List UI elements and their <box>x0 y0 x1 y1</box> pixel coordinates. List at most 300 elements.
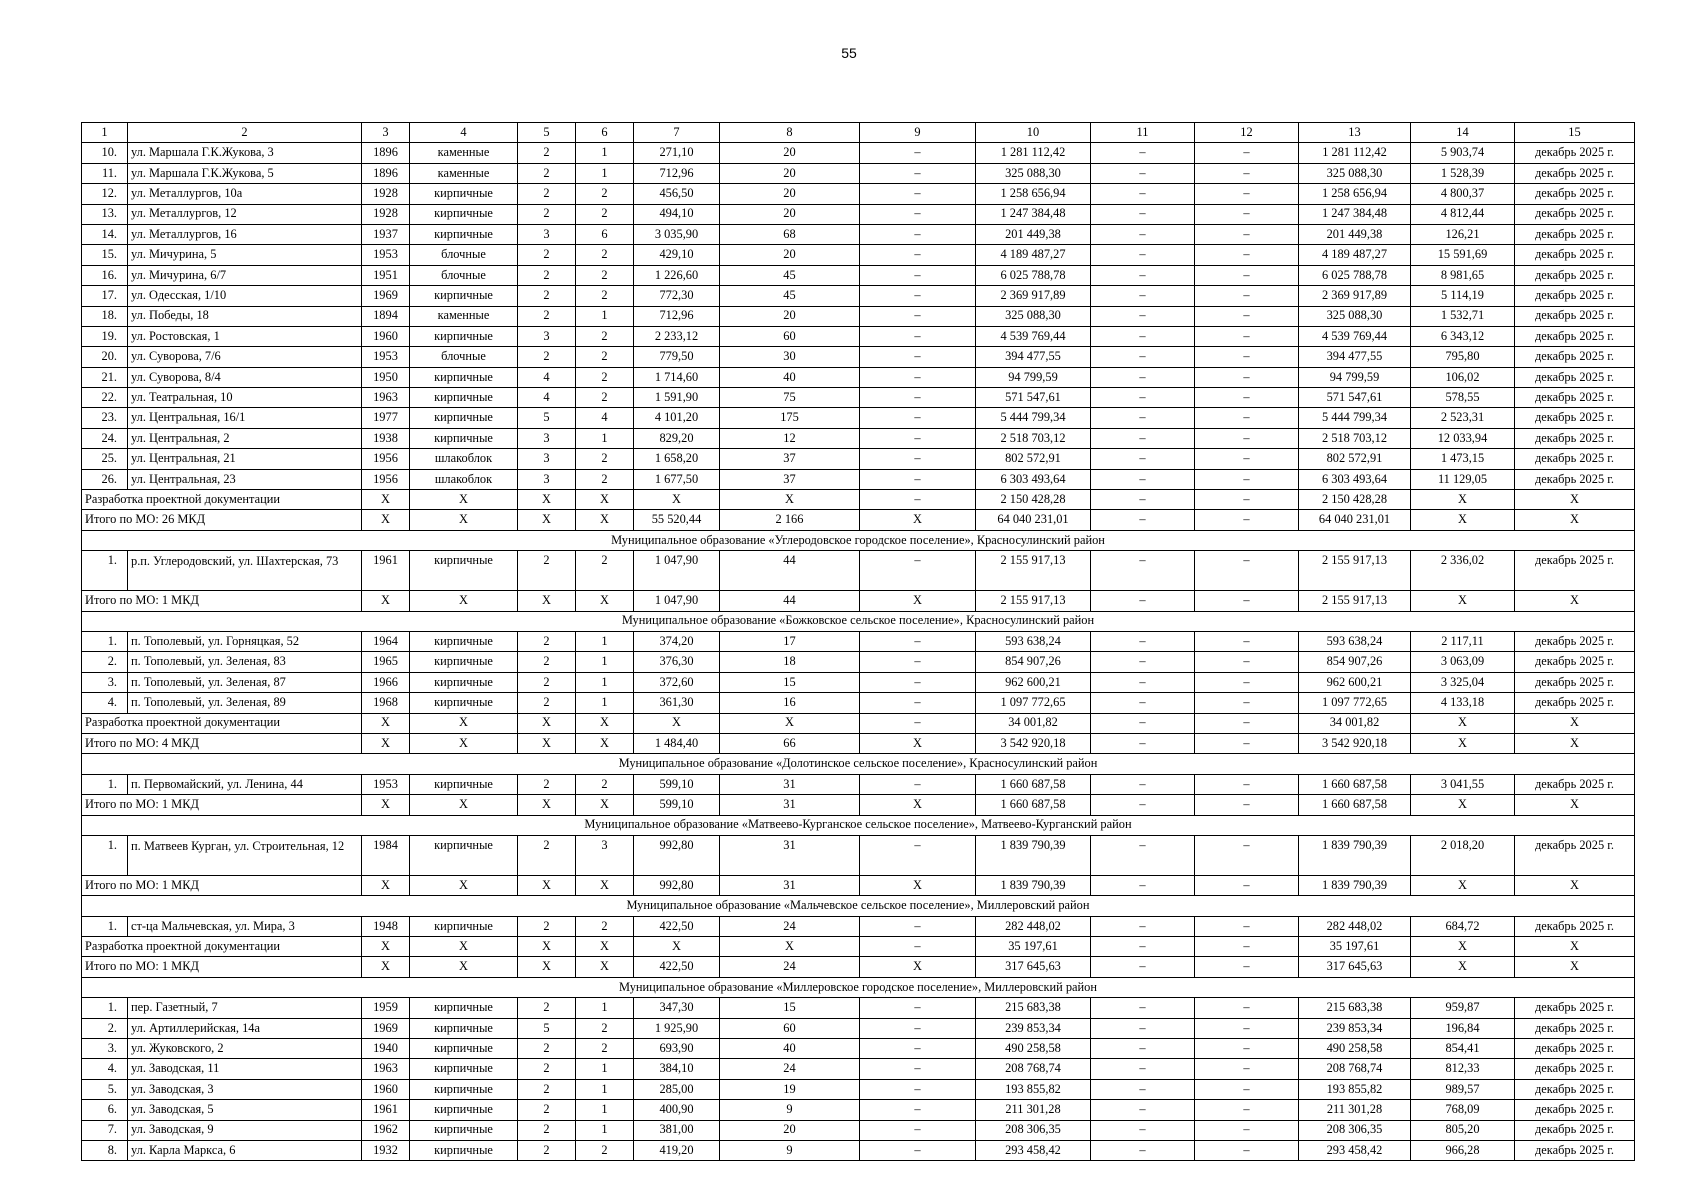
summary-label: Итого по МО: 1 МКД <box>82 795 362 815</box>
table-cell: – <box>1195 428 1299 448</box>
table-cell: декабрь 2025 г. <box>1515 469 1635 489</box>
table-row <box>82 1120 1635 1140</box>
table-cell: 854 907,26 <box>1299 652 1411 672</box>
table-cell: 2 <box>518 1059 576 1079</box>
table-cell: блочные <box>410 347 518 367</box>
table-cell: – <box>860 286 976 306</box>
table-cell: 293 458,42 <box>976 1140 1091 1160</box>
summary-cell: – <box>1091 957 1195 977</box>
summary-cell: – <box>1091 937 1195 957</box>
address-cell: п. Матвеев Курган, ул. Строительная, 12 <box>128 835 362 875</box>
table-cell: 2 369 917,89 <box>1299 286 1411 306</box>
table-cell: – <box>860 1120 976 1140</box>
table-row <box>82 1140 1635 1160</box>
table-cell: – <box>1195 449 1299 469</box>
table-cell: 962 600,21 <box>1299 672 1411 692</box>
summary-cell: X <box>362 875 410 895</box>
section-header-row <box>82 611 1635 631</box>
table-cell: 1956 <box>362 449 410 469</box>
summary-cell: – <box>1091 713 1195 733</box>
table-cell: 20 <box>720 245 860 265</box>
table-cell: 1965 <box>362 652 410 672</box>
table-cell: – <box>860 265 976 285</box>
housing-repair-table <box>81 122 1635 1161</box>
table-cell: – <box>860 347 976 367</box>
table-cell: 2 117,11 <box>1411 631 1515 651</box>
address-cell: п. Тополевый, ул. Горняцкая, 52 <box>128 631 362 651</box>
column-number-cell: 13 <box>1299 123 1411 143</box>
table-cell: – <box>860 1059 976 1079</box>
table-cell: – <box>1091 652 1195 672</box>
table-cell: – <box>860 774 976 794</box>
summary-cell: 35 197,61 <box>1299 937 1411 957</box>
table-cell: 4 101,20 <box>634 408 720 428</box>
address-cell: ст-ца Мальчевская, ул. Мира, 3 <box>128 916 362 936</box>
column-number-cell: 9 <box>860 123 976 143</box>
table-cell: – <box>1195 693 1299 713</box>
table-cell: 959,87 <box>1411 998 1515 1018</box>
table-cell: 419,20 <box>634 1140 720 1160</box>
table-cell: 68 <box>720 224 860 244</box>
row-number-cell: 11. <box>82 163 128 183</box>
summary-cell: X <box>518 957 576 977</box>
row-number-cell: 4. <box>82 693 128 713</box>
table-cell: 384,10 <box>634 1059 720 1079</box>
table-cell: 4 <box>518 388 576 408</box>
table-cell: декабрь 2025 г. <box>1515 1039 1635 1059</box>
table-cell: 6 025 788,78 <box>976 265 1091 285</box>
address-cell: ул. Заводская, 9 <box>128 1120 362 1140</box>
summary-cell: – <box>1091 795 1195 815</box>
table-cell: 1977 <box>362 408 410 428</box>
table-cell: 1968 <box>362 693 410 713</box>
table-cell: 1 658,20 <box>634 449 720 469</box>
table-cell: 854,41 <box>1411 1039 1515 1059</box>
section-title: Муниципальное образование «Мальчевское сельское поселение», Миллеровский район <box>82 896 1635 916</box>
table-cell: 1 281 112,42 <box>1299 143 1411 163</box>
table-cell: 325 088,30 <box>976 163 1091 183</box>
table-cell: – <box>1091 551 1195 591</box>
table-cell: 20 <box>720 163 860 183</box>
table-cell: кирпичные <box>410 428 518 448</box>
table-cell: – <box>1195 286 1299 306</box>
table-cell: – <box>1091 265 1195 285</box>
table-cell: кирпичные <box>410 1140 518 1160</box>
table-cell: 6 303 493,64 <box>1299 469 1411 489</box>
summary-cell: X <box>518 733 576 753</box>
table-row <box>82 224 1635 244</box>
table-cell: 193 855,82 <box>976 1079 1091 1099</box>
table-cell: – <box>860 306 976 326</box>
table-cell: 5 903,74 <box>1411 143 1515 163</box>
table-cell: – <box>1091 326 1195 346</box>
table-cell: декабрь 2025 г. <box>1515 916 1635 936</box>
address-cell: ул. Ростовская, 1 <box>128 326 362 346</box>
table-cell: 6 343,12 <box>1411 326 1515 346</box>
table-cell: 37 <box>720 469 860 489</box>
summary-cell: 2 150 428,28 <box>1299 490 1411 510</box>
summary-cell: X <box>1411 490 1515 510</box>
table-cell: 239 853,34 <box>1299 1018 1411 1038</box>
table-cell: – <box>1195 184 1299 204</box>
table-cell: 2 <box>518 672 576 692</box>
table-cell: – <box>860 631 976 651</box>
table-cell: – <box>1091 1059 1195 1079</box>
table-cell: 208 306,35 <box>976 1120 1091 1140</box>
table-cell: 966,28 <box>1411 1140 1515 1160</box>
table-cell: 1 <box>576 631 634 651</box>
table-cell: 1 247 384,48 <box>1299 204 1411 224</box>
summary-cell: 317 645,63 <box>1299 957 1411 977</box>
table-cell: декабрь 2025 г. <box>1515 326 1635 346</box>
summary-cell: X <box>362 937 410 957</box>
table-row <box>82 184 1635 204</box>
table-cell: 1 839 790,39 <box>1299 835 1411 875</box>
table-cell: 2 <box>518 551 576 591</box>
table-cell: кирпичные <box>410 1120 518 1140</box>
summary-cell: 31 <box>720 875 860 895</box>
table-cell: 2 <box>576 265 634 285</box>
summary-cell: – <box>1195 875 1299 895</box>
row-number-cell: 1. <box>82 835 128 875</box>
table-cell: 24 <box>720 916 860 936</box>
table-cell: декабрь 2025 г. <box>1515 631 1635 651</box>
summary-cell: X <box>1515 937 1635 957</box>
table-cell: 15 <box>720 998 860 1018</box>
table-cell: 6 303 493,64 <box>976 469 1091 489</box>
table-cell: 2 <box>518 916 576 936</box>
table-cell: 1 <box>576 1059 634 1079</box>
summary-cell: X <box>1515 733 1635 753</box>
row-number-cell: 13. <box>82 204 128 224</box>
column-number-cell: 5 <box>518 123 576 143</box>
table-cell: 1959 <box>362 998 410 1018</box>
summary-cell: X <box>410 733 518 753</box>
table-cell: 1 047,90 <box>634 551 720 591</box>
summary-cell: X <box>518 875 576 895</box>
table-cell: – <box>1195 224 1299 244</box>
table-cell: 1 097 772,65 <box>1299 693 1411 713</box>
table-row <box>82 367 1635 387</box>
table-cell: кирпичные <box>410 998 518 1018</box>
address-cell: ул. Маршала Г.К.Жукова, 5 <box>128 163 362 183</box>
summary-cell: – <box>1091 591 1195 611</box>
table-cell: 5 444 799,34 <box>1299 408 1411 428</box>
table-cell: кирпичные <box>410 1039 518 1059</box>
summary-cell: 1 839 790,39 <box>976 875 1091 895</box>
table-cell: 1 <box>576 163 634 183</box>
table-row <box>82 1018 1635 1038</box>
table-cell: декабрь 2025 г. <box>1515 428 1635 448</box>
table-cell: 282 448,02 <box>1299 916 1411 936</box>
table-row <box>82 265 1635 285</box>
address-cell: п. Тополевый, ул. Зеленая, 83 <box>128 652 362 672</box>
table-cell: кирпичные <box>410 774 518 794</box>
summary-row <box>82 875 1635 895</box>
table-cell: – <box>1091 774 1195 794</box>
summary-cell: X <box>410 957 518 977</box>
table-cell: 271,10 <box>634 143 720 163</box>
table-cell: 2 <box>518 306 576 326</box>
summary-cell: – <box>1195 957 1299 977</box>
table-cell: – <box>1195 306 1299 326</box>
table-cell: декабрь 2025 г. <box>1515 306 1635 326</box>
summary-cell: X <box>720 937 860 957</box>
table-cell: 4 133,18 <box>1411 693 1515 713</box>
table-cell: 31 <box>720 835 860 875</box>
table-cell: 1948 <box>362 916 410 936</box>
table-cell: 1937 <box>362 224 410 244</box>
table-cell: кирпичные <box>410 652 518 672</box>
table-cell: 422,50 <box>634 916 720 936</box>
table-cell: 3 063,09 <box>1411 652 1515 672</box>
table-cell: – <box>860 469 976 489</box>
summary-cell: – <box>1195 510 1299 530</box>
table-cell: – <box>1091 449 1195 469</box>
table-cell: 1960 <box>362 1079 410 1099</box>
table-cell: 2 <box>576 774 634 794</box>
table-cell: 2 <box>576 286 634 306</box>
summary-cell: 2 155 917,13 <box>1299 591 1411 611</box>
summary-row <box>82 591 1635 611</box>
summary-cell: 34 001,82 <box>1299 713 1411 733</box>
summary-cell: X <box>576 875 634 895</box>
summary-cell: X <box>860 795 976 815</box>
table-cell: – <box>1195 347 1299 367</box>
table-cell: 494,10 <box>634 204 720 224</box>
summary-label: Итого по МО: 1 МКД <box>82 875 362 895</box>
table-cell: 400,90 <box>634 1100 720 1120</box>
table-cell: – <box>1091 224 1195 244</box>
table-row <box>82 652 1635 672</box>
table-cell: – <box>1091 306 1195 326</box>
table-cell: 30 <box>720 347 860 367</box>
column-number-cell: 11 <box>1091 123 1195 143</box>
column-number-cell: 6 <box>576 123 634 143</box>
row-number-cell: 26. <box>82 469 128 489</box>
table-cell: 282 448,02 <box>976 916 1091 936</box>
summary-cell: X <box>362 591 410 611</box>
table-cell: декабрь 2025 г. <box>1515 672 1635 692</box>
table-cell: 285,00 <box>634 1079 720 1099</box>
summary-cell: 3 542 920,18 <box>976 733 1091 753</box>
table-cell: 1 591,90 <box>634 388 720 408</box>
table-cell: 1 839 790,39 <box>976 835 1091 875</box>
table-cell: – <box>860 408 976 428</box>
table-cell: 17 <box>720 631 860 651</box>
table-cell: 1953 <box>362 774 410 794</box>
table-row <box>82 204 1635 224</box>
table-cell: 599,10 <box>634 774 720 794</box>
table-row <box>82 1100 1635 1120</box>
table-cell: 20 <box>720 184 860 204</box>
summary-row <box>82 937 1635 957</box>
table-cell: 3 041,55 <box>1411 774 1515 794</box>
summary-cell: X <box>860 510 976 530</box>
table-cell: блочные <box>410 245 518 265</box>
summary-cell: X <box>518 937 576 957</box>
table-cell: – <box>860 1079 976 1099</box>
table-cell: кирпичные <box>410 224 518 244</box>
table-cell: – <box>1091 672 1195 692</box>
table-cell: – <box>1091 163 1195 183</box>
table-cell: – <box>1091 916 1195 936</box>
summary-cell: 2 166 <box>720 510 860 530</box>
summary-cell: X <box>1515 490 1635 510</box>
table-cell: – <box>860 672 976 692</box>
column-number-cell: 3 <box>362 123 410 143</box>
table-cell: – <box>860 835 976 875</box>
table-cell: – <box>1091 367 1195 387</box>
table-cell: 2 <box>576 347 634 367</box>
row-number-cell: 1. <box>82 631 128 651</box>
summary-cell: 1 660 687,58 <box>1299 795 1411 815</box>
table-cell: 712,96 <box>634 306 720 326</box>
table-cell: 3 035,90 <box>634 224 720 244</box>
column-number-cell: 2 <box>128 123 362 143</box>
table-row <box>82 306 1635 326</box>
table-cell: декабрь 2025 г. <box>1515 163 1635 183</box>
row-number-cell: 1. <box>82 774 128 794</box>
summary-cell: X <box>518 795 576 815</box>
table-cell: 571 547,61 <box>1299 388 1411 408</box>
address-cell: ул. Суворова, 7/6 <box>128 347 362 367</box>
table-cell: 11 129,05 <box>1411 469 1515 489</box>
table-row <box>82 1059 1635 1079</box>
table-cell: 5 <box>518 1018 576 1038</box>
table-cell: 1 281 112,42 <box>976 143 1091 163</box>
table-cell: 3 <box>518 428 576 448</box>
summary-cell: X <box>362 733 410 753</box>
table-cell: 2 <box>518 1120 576 1140</box>
table-cell: 4 539 769,44 <box>976 326 1091 346</box>
row-number-cell: 10. <box>82 143 128 163</box>
summary-cell: X <box>1515 795 1635 815</box>
table-cell: 5 <box>518 408 576 428</box>
table-cell: 805,20 <box>1411 1120 1515 1140</box>
summary-cell: X <box>634 490 720 510</box>
table-cell: 325 088,30 <box>976 306 1091 326</box>
address-cell: ул. Мичурина, 6/7 <box>128 265 362 285</box>
table-cell: 15 591,69 <box>1411 245 1515 265</box>
table-cell: декабрь 2025 г. <box>1515 1018 1635 1038</box>
summary-cell: – <box>860 490 976 510</box>
table-cell: декабрь 2025 г. <box>1515 224 1635 244</box>
table-cell: 1 <box>576 306 634 326</box>
row-number-cell: 17. <box>82 286 128 306</box>
summary-cell: X <box>1411 957 1515 977</box>
table-cell: каменные <box>410 143 518 163</box>
table-cell: 15 <box>720 672 860 692</box>
summary-cell: X <box>410 875 518 895</box>
table-row <box>82 428 1635 448</box>
table-row <box>82 916 1635 936</box>
table-cell: – <box>1091 835 1195 875</box>
summary-cell: 992,80 <box>634 875 720 895</box>
summary-cell: 1 047,90 <box>634 591 720 611</box>
column-number-cell: 12 <box>1195 123 1299 143</box>
table-cell: – <box>1195 774 1299 794</box>
table-cell: 1964 <box>362 631 410 651</box>
table-cell: – <box>1195 1100 1299 1120</box>
table-cell: 571 547,61 <box>976 388 1091 408</box>
address-cell: ул. Театральная, 10 <box>128 388 362 408</box>
table-cell: 2 <box>576 1039 634 1059</box>
table-cell: – <box>1091 143 1195 163</box>
address-cell: ул. Заводская, 5 <box>128 1100 362 1120</box>
summary-cell: X <box>410 490 518 510</box>
table-cell: кирпичные <box>410 672 518 692</box>
section-title: Муниципальное образование «Матвеево-Курганское сельское поселение», Матвеево-Курганский район <box>82 815 1635 835</box>
table-cell: каменные <box>410 306 518 326</box>
summary-row <box>82 510 1635 530</box>
summary-label: Разработка проектной документации <box>82 490 362 510</box>
address-cell: ул. Артиллерийская, 14а <box>128 1018 362 1038</box>
summary-cell: X <box>518 591 576 611</box>
table-cell: 1 <box>576 998 634 1018</box>
summary-cell: X <box>576 490 634 510</box>
section-header-row <box>82 977 1635 997</box>
table-cell: – <box>860 1018 976 1038</box>
address-cell: ул. Металлургов, 12 <box>128 204 362 224</box>
table-cell: 2 369 917,89 <box>976 286 1091 306</box>
summary-cell: X <box>1411 510 1515 530</box>
table-cell: – <box>1195 163 1299 183</box>
table-cell: 381,00 <box>634 1120 720 1140</box>
table-cell: 2 <box>518 184 576 204</box>
table-cell: 1928 <box>362 184 410 204</box>
table-cell: 374,20 <box>634 631 720 651</box>
address-cell: ул. Металлургов, 16 <box>128 224 362 244</box>
table-cell: кирпичные <box>410 551 518 591</box>
table-cell: 1 <box>576 1120 634 1140</box>
summary-cell: X <box>1411 875 1515 895</box>
table-cell: 3 <box>518 224 576 244</box>
table-cell: 456,50 <box>634 184 720 204</box>
table-cell: 490 258,58 <box>976 1039 1091 1059</box>
table-cell: 2 <box>518 652 576 672</box>
summary-cell: X <box>720 490 860 510</box>
table-cell: 2 <box>576 204 634 224</box>
table-cell: 215 683,38 <box>976 998 1091 1018</box>
table-cell: 2 <box>518 835 576 875</box>
address-cell: ул. Заводская, 11 <box>128 1059 362 1079</box>
row-number-cell: 1. <box>82 551 128 591</box>
table-cell: 1928 <box>362 204 410 224</box>
table-cell: 2 <box>576 1018 634 1038</box>
table-cell: 772,30 <box>634 286 720 306</box>
table-cell: 2 <box>518 1039 576 1059</box>
table-cell: декабрь 2025 г. <box>1515 347 1635 367</box>
summary-cell: 422,50 <box>634 957 720 977</box>
table-cell: 1960 <box>362 326 410 346</box>
row-number-cell: 7. <box>82 1120 128 1140</box>
table-cell: 215 683,38 <box>1299 998 1411 1018</box>
table-cell: – <box>1195 1059 1299 1079</box>
table-cell: 2 <box>576 1140 634 1160</box>
section-title: Муниципальное образование «Долотинское сельское поселение», Красносулинский район <box>82 754 1635 774</box>
table-cell: 3 <box>576 835 634 875</box>
summary-cell: X <box>362 795 410 815</box>
summary-cell: X <box>410 937 518 957</box>
table-cell: декабрь 2025 г. <box>1515 408 1635 428</box>
table-cell: 1962 <box>362 1120 410 1140</box>
table-cell: 60 <box>720 1018 860 1038</box>
page-number: 55 <box>841 45 857 61</box>
table-cell: 201 449,38 <box>1299 224 1411 244</box>
address-cell: ул. Заводская, 3 <box>128 1079 362 1099</box>
table-cell: 1 226,60 <box>634 265 720 285</box>
